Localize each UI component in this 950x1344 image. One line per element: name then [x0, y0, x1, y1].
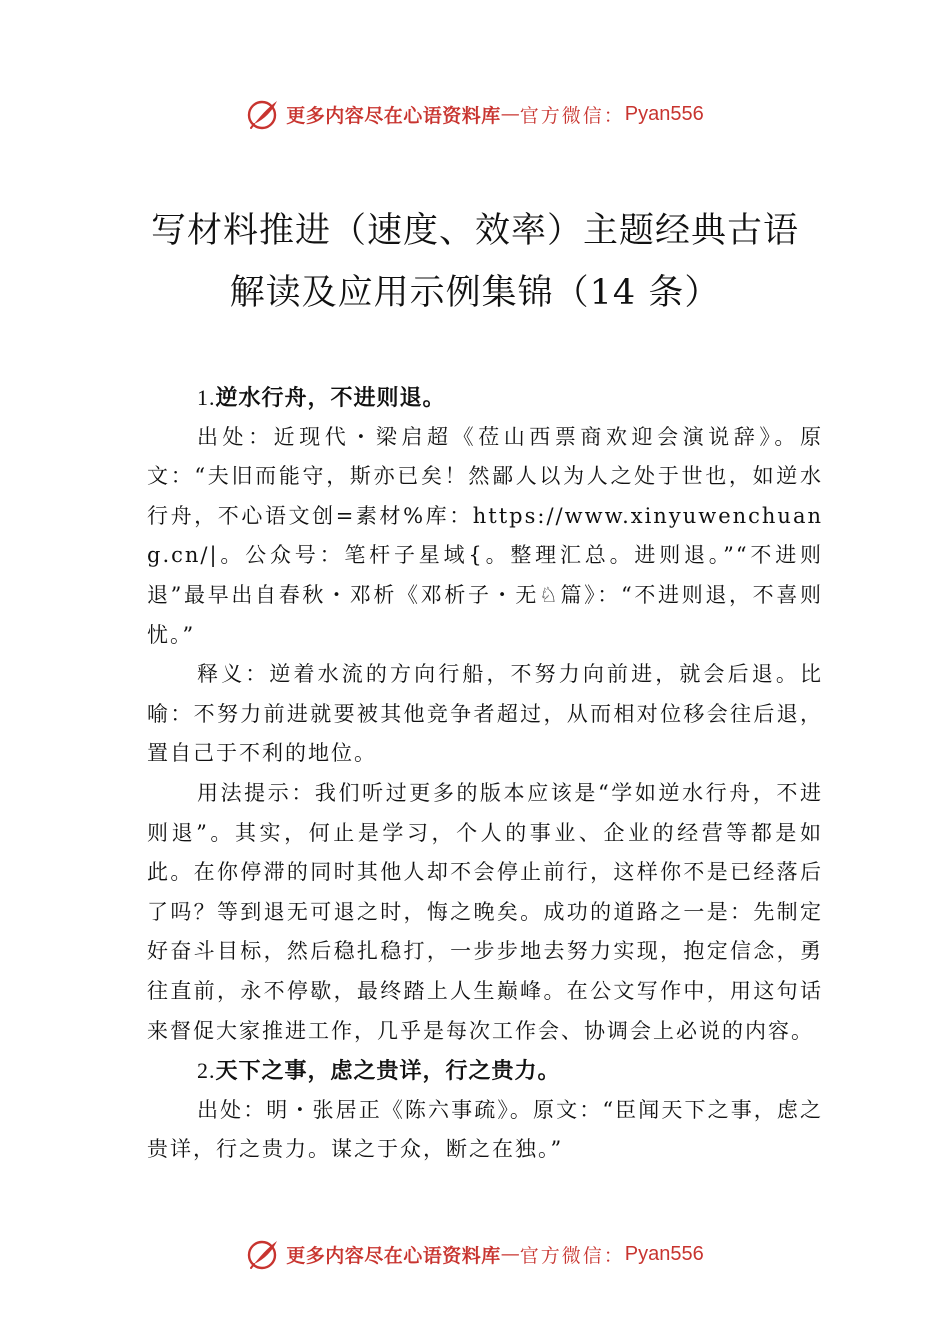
document-title-line-1: 写材料推进（速度、效率）主题经典古语	[150, 211, 799, 251]
watermark-brand-text: 更多内容尽在心语资料库	[286, 104, 501, 127]
entry-source-paragraph: 出处：明・张居正《陈六事疏》。原文：“臣闻天下之事，虑之贵详，行之贵力。谋之于众，断之在独。”	[147, 1097, 823, 1162]
document-title-line-2: 解读及应用示例集锦（14 条）	[229, 273, 721, 313]
watermark-separator: —	[500, 1243, 520, 1265]
watermark-label-text: 官方微信：	[519, 104, 625, 127]
entry-heading	[147, 378, 823, 418]
entry-heading-text: 逆水行舟，不进则退。	[215, 385, 446, 410]
watermark-label-text: 官方微信：	[519, 1244, 625, 1267]
watermark-account-text: Pyan556	[624, 1242, 704, 1265]
entry-source-paragraph: 出处：近现代・梁启超《莅山西票商欢迎会演说辞》。原文：“夫旧而能守，斯亦已矣！然鄙人以为人之处于世也，如逆水行舟，不心语文创=素材%库：https://www.xinyuwenchuang.cn/|。公众号：笔杆子星域{。整理汇总。进则退。”“不进则退”最早出自春秋・邓析《邓析子・无♘篇》：“不进则退，不喜则忧。”	[147, 424, 823, 647]
entry-usage-paragraph: 用法提示：我们听过更多的版本应该是“学如逆水行舟，不进则退”。其实，何止是学习，个人的事业、企业的经营等都是如此。在你停滞的同时其他人却不会停止前行，这样你不是已经落后了吗？等到退无可退之时，悔之晚矣。成功的道路之一是：先制定好奋斗目标，然后稳扎稳打，一步步地去努力实现，抱定信念，勇往直前，永不停歇，最终踏上人生巅峰。在公文写作中，用这句话来督促大家推进工作，几乎是每次工作会、协调会上必说的内容。	[147, 780, 823, 1043]
watermark-separator: —	[500, 103, 520, 125]
entry-heading	[147, 1051, 823, 1091]
entry-meaning-paragraph: 释义：逆着水流的方向行船，不努力向前进，就会后退。比喻：不努力前进就要被其他竞争者超过，从而相对位移会往后退，置自己于不利的地位。	[147, 662, 823, 766]
document-body	[147, 378, 823, 1170]
entry-number: 1.	[197, 385, 216, 410]
footer-watermark-banner	[0, 1232, 950, 1276]
quill-pen-logo-icon	[246, 1237, 280, 1271]
entry-number: 2.	[197, 1058, 216, 1084]
header-watermark-banner	[0, 92, 950, 136]
watermark-account-text: Pyan556	[624, 102, 704, 125]
quill-pen-logo-icon	[246, 97, 280, 131]
entry-heading-text: 天下之事，虑之贵详，行之贵力。	[215, 1058, 561, 1084]
watermark-brand-text: 更多内容尽在心语资料库	[286, 1244, 501, 1267]
document-title	[0, 200, 950, 324]
